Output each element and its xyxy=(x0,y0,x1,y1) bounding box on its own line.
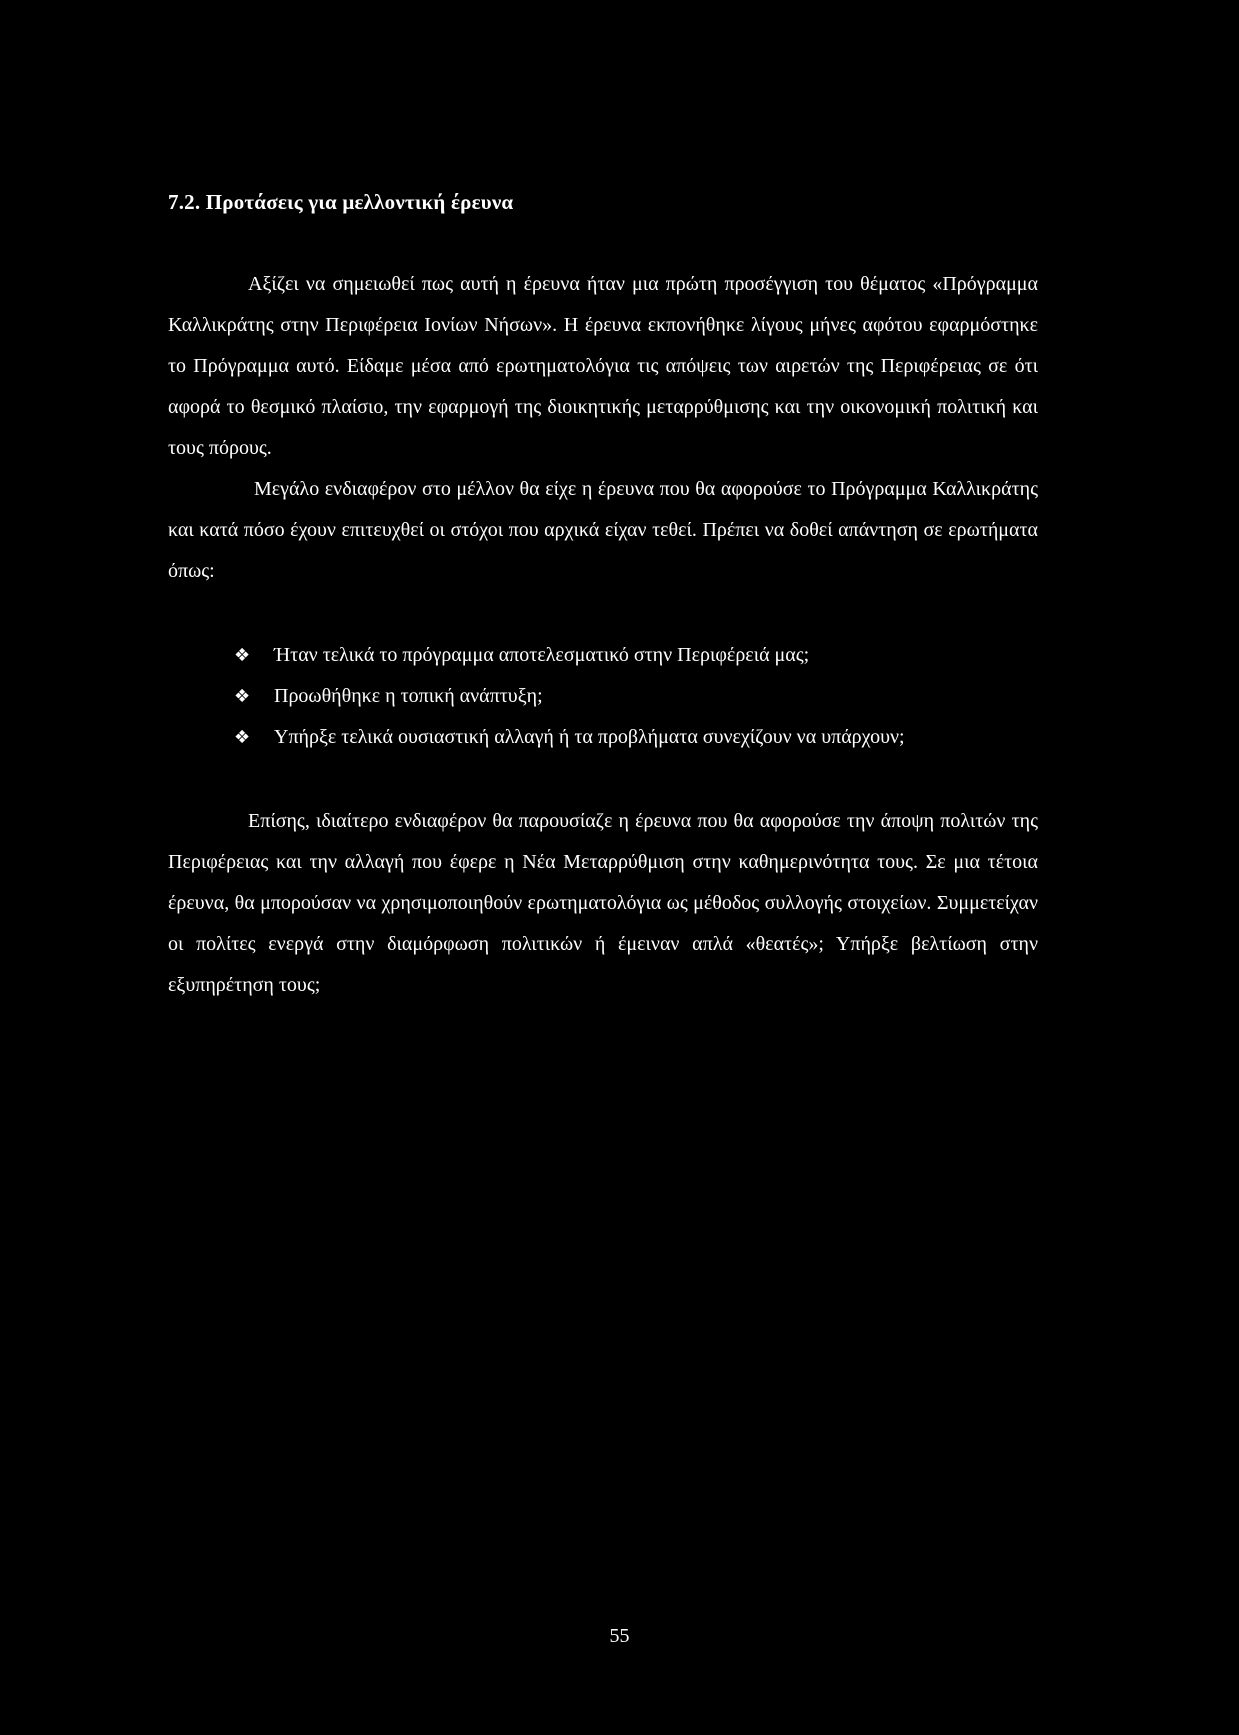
section-heading: 7.2. Προτάσεις για μελλοντική έρευνα xyxy=(168,190,514,214)
list-item-text: Υπήρξε τελικά ουσιαστική αλλαγή ή τα προβλήματα συνεχίζουν να υπάρχουν; xyxy=(274,726,905,748)
list-item xyxy=(234,717,1038,758)
diamond-dots-icon: ❖ xyxy=(234,645,251,666)
question-list xyxy=(168,635,1038,758)
list-item xyxy=(234,635,1038,676)
paragraph-closing: Επίσης, ιδιαίτερο ενδιαφέρον θα παρουσίαζε η έρευνα που θα αφορούσε την άποψη πολιτών της Περιφέρειας και την αλλαγή που έφερε η Νέα Μεταρρύθμιση στην καθημερινότητα τους. Σε μια τέτοια έρευνα, θα μπορούσαν να χρησιμοποιηθούν ερωτηματολόγια ως μέθοδος συλλογής στοιχείων. Συμμετείχαν οι πολίτες ενεργά στην διαμόρφωση πολιτικών ή έμειναν απλά «θεατές»; Υπήρξε βελτίωση στην εξυπηρέτηση τους; xyxy=(168,810,1038,996)
paragraph-future-research: Μεγάλο ενδιαφέρον στο μέλλον θα είχε η έρευνα που θα αφορούσε το Πρόγραμμα Καλλικράτης και κατά πόσο έχουν επιτευχθεί οι στόχοι που αρχικά είχαν τεθεί. Πρέπει να δοθεί απάντηση σε ερωτήματα όπως: xyxy=(168,478,1038,582)
diamond-dots-icon: ❖ xyxy=(234,686,251,707)
paragraph-intro: Αξίζει να σημειωθεί πως αυτή η έρευνα ήταν μια πρώτη προσέγγιση του θέματος «Πρόγραμμα Καλλικράτης στην Περιφέρεια Ιονίων Νήσων». Η έρευνα εκπονήθηκε λίγους μήνες αφότου εφαρμόστηκε το Πρόγραμμα αυτό. Είδαμε μέσα από ερωτηματολόγια τις απόψεις των αιρετών της Περιφέρειας σε ότι αφορά το θεσμικό πλαίσιο, την εφαρμογή της διοικητικής μεταρρύθμισης και την οικονομική πολιτική και τους πόρους. xyxy=(168,273,1038,459)
document-page xyxy=(168,188,1038,1006)
list-item xyxy=(234,676,1038,717)
list-item-text: Προωθήθηκε η τοπική ανάπτυξη; xyxy=(274,685,543,707)
diamond-dots-icon: ❖ xyxy=(234,727,251,748)
page-number: 55 xyxy=(609,1625,630,1647)
list-item-text: Ήταν τελικά το πρόγραμμα αποτελεσματικό στην Περιφέρειά μας; xyxy=(274,644,810,666)
